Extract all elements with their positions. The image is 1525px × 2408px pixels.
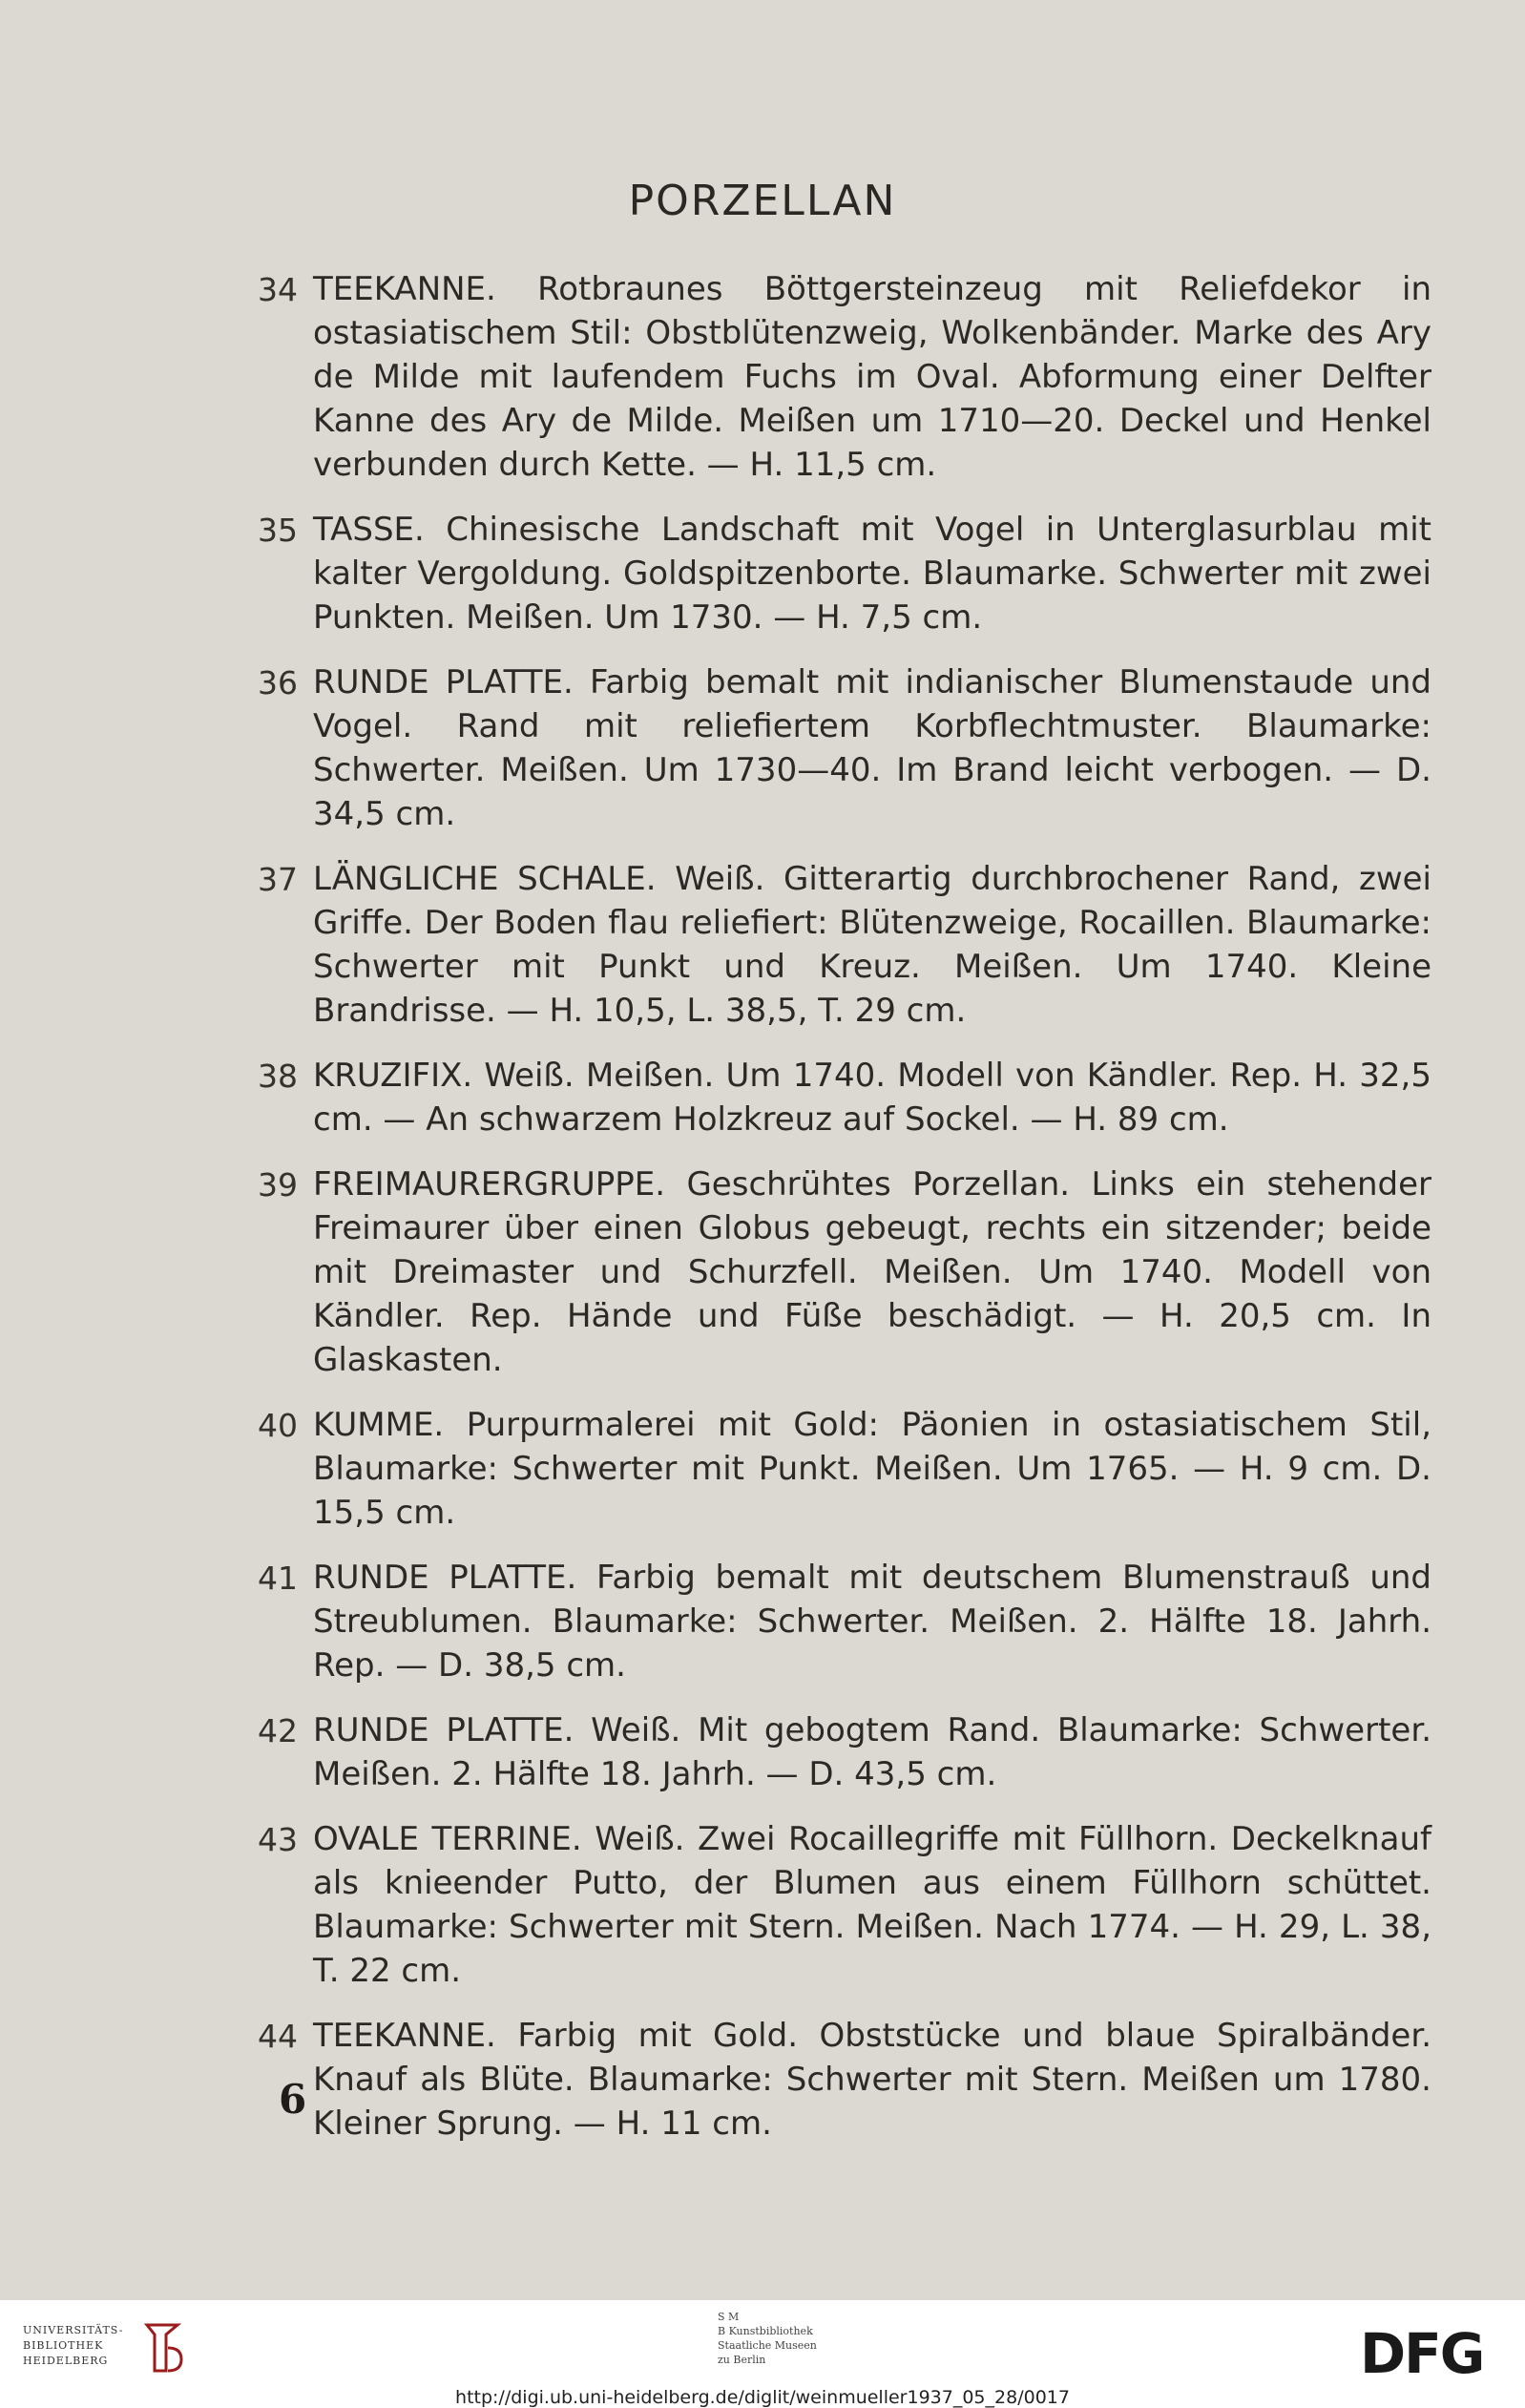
entry-number: 40 bbox=[258, 1407, 298, 1444]
entry-number: 39 bbox=[258, 1166, 298, 1204]
entry-text: TASSE. Chinesische Landschaft mit Vogel in Unterglasurblau mit kalter Vergoldung. Goldspitzenborte. Blaumarke. Schwerter mit zwei Punkten. Meißen. Um 1730. — H. 7,5 cm. bbox=[313, 511, 1431, 637]
digitization-footer bbox=[0, 2300, 1525, 2408]
entry-text: RUNDE PLATTE. Farbig bemalt mit indianischer Blumenstaude und Vogel. Rand mit reliefiertem Korbflechtmuster. Blaumarke: Schwerter. Meißen. Um 1730—40. Im Brand leicht verbogen. — D. 34,5 cm. bbox=[313, 663, 1431, 833]
catalog-entry bbox=[258, 1403, 1431, 1535]
entry-number: 34 bbox=[258, 271, 298, 308]
entry-text: TEEKANNE. Rotbraunes Böttgersteinzeug mit Reliefdekor in ostasiatischem Stil: Obstblütenzweig, Wolkenbänder. Marke des Ary de Milde mit laufendem Fuchs im Oval. Abformung einer Delfter Kanne des Ary de Milde. Meißen um 1710—20. Deckel und Henkel verbunden durch Kette. — H. 11,5 cm. bbox=[313, 270, 1431, 484]
entry-number: 44 bbox=[258, 2018, 298, 2055]
entry-number: 43 bbox=[258, 1821, 298, 1858]
entry-text: RUNDE PLATTE. Farbig bemalt mit deutschem Blumenstrauß und Streublumen. Blaumarke: Schwerter. Meißen. 2. Hälfte 18. Jahrh. Rep. — D. 38,5 cm. bbox=[313, 1559, 1431, 1685]
catalog-entry bbox=[258, 1054, 1431, 1141]
catalog-entry bbox=[258, 267, 1431, 487]
catalog-entry bbox=[258, 1817, 1431, 1993]
entry-text: RUNDE PLATTE. Weiß. Mit gebogtem Rand. Blaumarke: Schwerter. Meißen. 2. Hälfte 18. Jahrh. — D. 43,5 cm. bbox=[313, 1711, 1431, 1793]
entry-number: 36 bbox=[258, 664, 298, 701]
catalog-entry bbox=[258, 857, 1431, 1033]
kunstbibliothek-logo[interactable]: S M B Kunstbibliothek Staatliche Museen zu Berlin bbox=[718, 2311, 817, 2366]
university-library-name: UNIVERSITÄTS- BIBLIOTHEK HEIDELBERG bbox=[23, 2324, 124, 2367]
library-emblem-icon bbox=[139, 2319, 187, 2377]
page-title: PORZELLAN bbox=[628, 177, 897, 225]
entry-number: 38 bbox=[258, 1057, 298, 1095]
catalog-entry bbox=[258, 1556, 1431, 1687]
entry-text: TEEKANNE. Farbig mit Gold. Obststücke und blaue Spiralbänder. Knauf als Blüte. Blaumarke: Schwerter mit Stern. Meißen um 1780. Kleiner Sprung. — H. 11 cm. bbox=[313, 2017, 1431, 2143]
entry-text: OVALE TERRINE. Weiß. Zwei Rocaillegriffe mit Füllhorn. Deckelknauf als knieender Putto, der Blumen aus einem Füllhorn schüttet. Blaumarke: Schwerter mit Stern. Meißen. Nach 1774. — H. 29, L. 38, T. 22 cm. bbox=[313, 1820, 1431, 1990]
catalog-entry bbox=[258, 2014, 1431, 2146]
entry-text: FREIMAURERGRUPPE. Geschrühtes Porzellan. Links ein stehender Freimaurer über einen Globus gebeugt, rechts ein sitzender; beide mit Dreimaster und Schurzfell. Meißen. Um 1740. Modell von Kändler. Rep. Hände und Füße beschädigt. — H. 20,5 cm. In Glaskasten. bbox=[313, 1165, 1431, 1379]
entry-text: KUMME. Purpurmalerei mit Gold: Päonien in ostasiatischem Stil, Blaumarke: Schwerter mit Punkt. Meißen. Um 1765. — H. 9 cm. D. 15,5 cm. bbox=[313, 1406, 1431, 1532]
permalink-url[interactable]: http://digi.ub.uni-heidelberg.de/diglit/weinmueller1937_05_28/0017 bbox=[455, 2387, 1070, 2408]
entry-number: 35 bbox=[258, 512, 298, 549]
catalog-entry bbox=[258, 508, 1431, 639]
entry-number: 42 bbox=[258, 1712, 298, 1749]
entry-text: KRUZIFIX. Weiß. Meißen. Um 1740. Modell von Kändler. Rep. H. 32,5 cm. — An schwarzem Holzkreuz auf Sockel. — H. 89 cm. bbox=[313, 1057, 1431, 1139]
catalog-entry bbox=[258, 1162, 1431, 1382]
entry-text: LÄNGLICHE SCHALE. Weiß. Gitterartig durchbrochener Rand, zwei Griffe. Der Boden flau reliefiert: Blütenzweige, Rocaillen. Blaumarke: Schwerter mit Punkt und Kreuz. Meißen. Um 1740. Kleine Brandrisse. — H. 10,5, L. 38,5, T. 29 cm. bbox=[313, 860, 1431, 1030]
catalog-entry bbox=[258, 660, 1431, 836]
entry-number: 41 bbox=[258, 1560, 298, 1597]
entry-number: 37 bbox=[258, 861, 298, 898]
catalog-entries bbox=[258, 267, 1431, 2167]
page-number: 6 bbox=[279, 2076, 307, 2123]
dfg-logo[interactable]: DFG bbox=[1360, 2321, 1484, 2386]
catalog-entry bbox=[258, 1708, 1431, 1796]
university-library-logo[interactable] bbox=[23, 2319, 214, 2380]
